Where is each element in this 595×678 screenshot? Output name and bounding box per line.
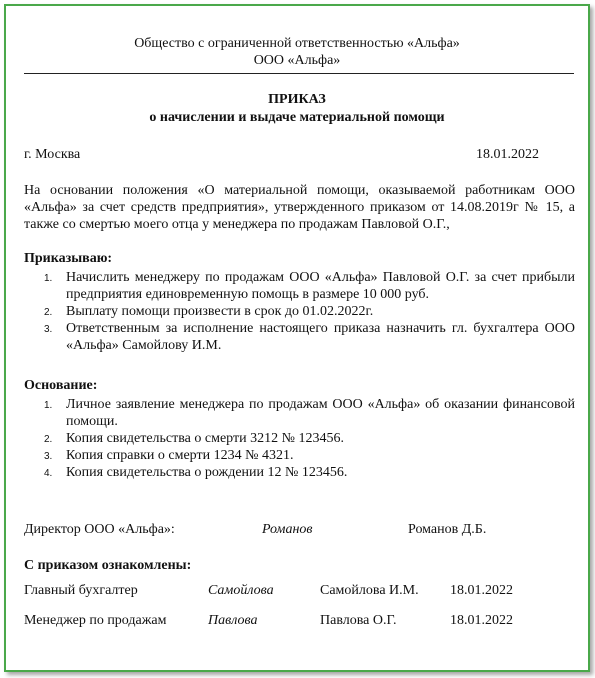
director-name: Романов Д.Б. [408,522,487,537]
grounds-heading: Основание: [24,378,98,393]
list-item: 2. Выплату помощи произвести в срок до 01.02.2022г. [44,304,374,319]
grounds-list [6,396,588,481]
org-full-name: Общество с ограниченной ответственностью «Альфа» [134,36,460,51]
document-subtitle: о начислении и выдаче материальной помощи [149,110,445,125]
ack-date: 18.01.2022 [450,583,513,598]
order-list [6,269,588,354]
person-name: Павлова О.Г. [320,613,397,628]
document-date: 18.01.2022 [476,147,539,162]
signature: Павлова [208,613,258,628]
header-divider [24,73,574,74]
org-short-name: ООО «Альфа» [253,53,341,68]
person-name: Самойлова И.М. [320,583,419,598]
basis-paragraph: На основании положения «О материальной помощи, оказываемой работникам ООО «Альфа» за счет средств предприятия», утвержденного приказом от 14.08.2019г № 15, а также со смертью моего отца у менеджера по продажам Павловой О.Г., [24,183,575,232]
document-title: ПРИКАЗ [268,92,326,107]
ack-date: 18.01.2022 [450,613,513,628]
document-frame [4,4,590,672]
order-heading: Приказываю: [24,251,113,266]
director-signature: Романов [262,522,313,537]
list-item: 3. Ответственным за исполнение настоящего приказа назначить гл. бухгалтера ООО «Альфа» Самойлову И.М. [44,321,575,353]
list-item: 3. Копия справки о смерти 1234 № 4321. [44,448,294,463]
position: Менеджер по продажам [24,613,167,628]
list-item: 4. Копия свидетельства о рождении 12 № 123456. [44,465,348,480]
signature: Самойлова [208,583,274,598]
position: Главный бухгалтер [24,583,138,598]
director-label: Директор ООО «Альфа»: [24,522,175,537]
list-item: 1. Личное заявление менеджера по продажам ООО «Альфа» об оказании финансовой помощи. [44,397,575,429]
acknowledged-heading: С приказом ознакомлены: [24,558,192,573]
list-item: 1. Начислить менеджеру по продажам ООО «Альфа» Павловой О.Г. за счет прибыли предприятия единовременную помощь в размере 10 000 руб. [44,270,575,302]
place: г. Москва [24,147,81,162]
list-item: 2. Копия свидетельства о смерти 3212 № 123456. [44,431,344,446]
